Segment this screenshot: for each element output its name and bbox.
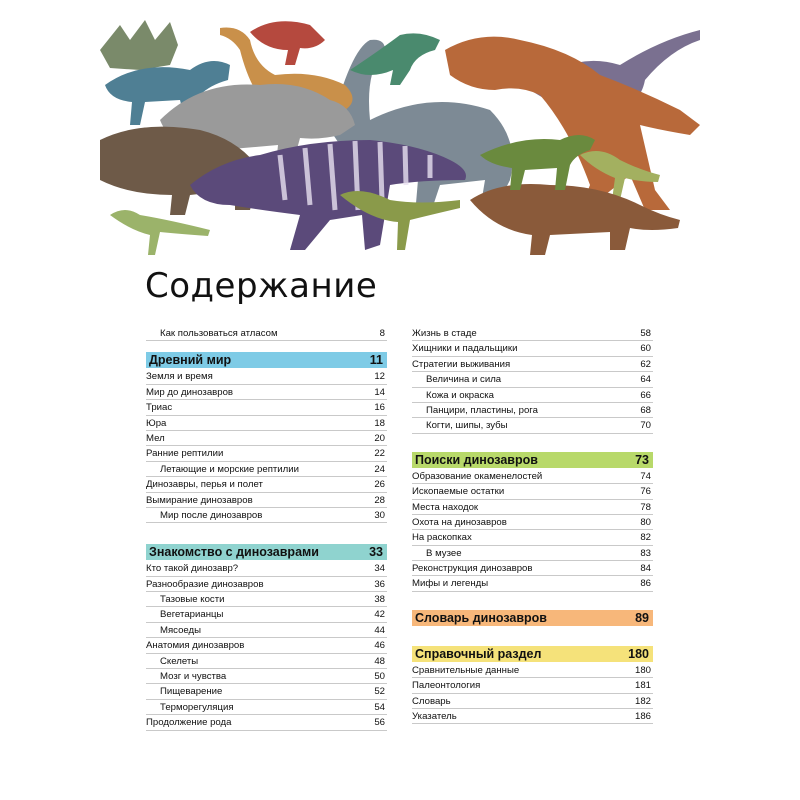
toc-row[interactable] <box>412 388 653 403</box>
toc-row-label: В музее <box>426 547 462 559</box>
toc-row[interactable] <box>412 418 653 433</box>
toc-row[interactable] <box>412 561 653 576</box>
toc-row[interactable] <box>412 530 653 545</box>
toc-row[interactable] <box>412 484 653 499</box>
toc-row[interactable] <box>146 638 387 653</box>
section-title: Древний мир <box>149 353 232 368</box>
toc-row[interactable] <box>146 477 387 492</box>
toc-row-label: Кожа и окраска <box>426 389 495 401</box>
dinosaurs-illustration <box>100 10 700 272</box>
toc-row[interactable] <box>146 446 387 461</box>
toc-row-label: Ранние рептилии <box>146 448 224 460</box>
toc-row[interactable] <box>146 416 387 431</box>
toc-row-label: Сравнительные данные <box>412 664 520 676</box>
stegosaur <box>100 20 178 70</box>
toc-row-label: Летающие и морские рептилии <box>160 463 299 475</box>
toc-row-page: 74 <box>640 470 651 482</box>
section-title: Поиски динозавров <box>415 452 538 467</box>
section-page: 180 <box>628 646 649 661</box>
toc-row[interactable] <box>412 500 653 515</box>
section-title: Справочный раздел <box>415 646 542 661</box>
toc-row-page: 182 <box>634 695 651 707</box>
toc-row[interactable] <box>146 400 387 415</box>
toc-row[interactable] <box>146 385 387 400</box>
toc-row-label: Словарь <box>412 695 451 707</box>
toc-row-label: Мозг и чувства <box>160 671 227 683</box>
toc-row-page: 36 <box>374 578 385 590</box>
toc-row-label: Пищеварение <box>160 686 223 698</box>
toc-row[interactable] <box>412 576 653 591</box>
toc-row[interactable] <box>146 654 387 669</box>
toc-row-page: 83 <box>640 547 651 559</box>
toc-row-page: 86 <box>640 578 651 590</box>
toc-row-page: 56 <box>374 717 385 729</box>
toc-row-page: 16 <box>374 402 385 414</box>
toc-row[interactable] <box>146 607 387 622</box>
toc-row-page: 50 <box>374 671 385 683</box>
toc-row[interactable] <box>146 462 387 477</box>
toc-row[interactable] <box>412 678 653 693</box>
toc-row-label: Анатомия динозавров <box>146 640 245 652</box>
toc-row[interactable] <box>146 561 387 576</box>
toc-row-label: Стратегии выживания <box>412 358 511 370</box>
toc-row-page: 24 <box>374 463 385 475</box>
toc-row-label: Мел <box>146 432 165 444</box>
section-header-dinosaur-search[interactable] <box>412 452 653 468</box>
toc-row[interactable] <box>412 694 653 709</box>
section-list-dinosaur-search <box>412 469 653 592</box>
toc-row-label: Тазовые кости <box>160 594 225 606</box>
toc-row-page: 22 <box>374 448 385 460</box>
toc-row-page: 181 <box>634 680 651 692</box>
small-dinosaur-green <box>110 210 210 255</box>
section-title: Знакомство с динозаврами <box>149 545 319 560</box>
toc-row-label: Места находок <box>412 501 479 513</box>
toc-row-page: 70 <box>640 420 651 432</box>
toc-row-page: 26 <box>374 479 385 491</box>
toc-row-label: Мир после динозавров <box>160 509 263 521</box>
toc-row[interactable] <box>412 663 653 678</box>
toc-row-label: Хищники и падальщики <box>412 343 518 355</box>
toc-row-page: 76 <box>640 486 651 498</box>
toc-row-page: 48 <box>374 655 385 667</box>
toc-row[interactable] <box>146 577 387 592</box>
section-header-reference[interactable] <box>412 646 653 662</box>
toc-row[interactable] <box>412 469 653 484</box>
section-page: 11 <box>369 353 383 368</box>
toc-row-label: Разнообразие динозавров <box>146 578 264 590</box>
toc-row-label: Динозавры, перья и полет <box>146 479 263 491</box>
toc-row[interactable] <box>146 700 387 715</box>
toc-row-page: 12 <box>374 371 385 383</box>
toc-row-label: Мясоеды <box>160 624 202 636</box>
toc-row-page: 68 <box>640 404 651 416</box>
toc-row-label: Терморегуляция <box>160 701 234 713</box>
toc-row-label: Как пользоваться атласом <box>160 328 278 339</box>
toc-row-page: 66 <box>640 389 651 401</box>
section-list-ancient-world <box>146 369 387 523</box>
toc-row[interactable] <box>412 403 653 418</box>
toc-row[interactable] <box>146 326 387 341</box>
section-page: 33 <box>369 545 383 560</box>
toc-row-page: 84 <box>640 563 651 575</box>
toc-row[interactable] <box>146 493 387 508</box>
toc-row-page: 78 <box>640 501 651 513</box>
toc-row-page: 82 <box>640 532 651 544</box>
toc-row-label: Триас <box>146 402 173 414</box>
toc-row-label: Указатель <box>412 711 457 723</box>
toc-row[interactable] <box>146 592 387 607</box>
section-header-dinosaur-dictionary[interactable] <box>412 610 653 626</box>
toc-row-label: Вымирание динозавров <box>146 494 253 506</box>
section-page: 89 <box>635 610 649 625</box>
toc-row[interactable] <box>412 709 653 724</box>
toc-row-label: Реконструкция динозавров <box>412 563 533 575</box>
section-page: 73 <box>635 452 649 467</box>
toc-row-label: Образование окаменелостей <box>412 470 543 482</box>
toc-row[interactable] <box>146 431 387 446</box>
toc-row-label: Продолжение рода <box>146 717 232 729</box>
toc-row-page: 52 <box>374 686 385 698</box>
section-header-ancient-world[interactable] <box>146 352 387 368</box>
toc-row-page: 8 <box>379 328 385 339</box>
toc-row-page: 64 <box>640 374 651 386</box>
toc-row[interactable] <box>146 369 387 384</box>
toc-row-label: Панцири, пластины, рога <box>426 404 538 416</box>
toc-row-label: Величина и сила <box>426 374 502 386</box>
small-dinosaur-yellow <box>340 191 460 250</box>
toc-row-page: 30 <box>374 509 385 521</box>
toc-row-label: Кто такой динозавр? <box>146 563 239 575</box>
toc-row-label: На раскопках <box>412 532 472 544</box>
toc-row-label: Ископаемые остатки <box>412 486 505 498</box>
toc-row[interactable] <box>412 357 653 372</box>
toc-row-page: 28 <box>374 494 385 506</box>
toc-row-page: 80 <box>640 516 651 528</box>
section-list-continued <box>412 326 653 434</box>
toc-row[interactable] <box>412 515 653 530</box>
section-title: Словарь динозавров <box>415 610 547 625</box>
theropod-red <box>250 21 325 65</box>
toc-row-label: Земля и время <box>146 371 213 383</box>
toc-row-page: 34 <box>374 563 385 575</box>
toc-row-page: 42 <box>374 609 385 621</box>
section-header-meet-dinosaurs[interactable] <box>146 544 387 560</box>
section-list-meet-dinosaurs <box>146 561 387 730</box>
toc-row-page: 38 <box>374 594 385 606</box>
toc-row[interactable] <box>412 546 653 561</box>
toc-row[interactable] <box>146 715 387 730</box>
toc-row-page: 60 <box>640 343 651 355</box>
toc-row-page: 58 <box>640 328 651 339</box>
toc-row[interactable] <box>412 341 653 356</box>
toc-row-page: 62 <box>640 358 651 370</box>
toc-row-label: Скелеты <box>160 655 199 667</box>
toc-row-label: Мифы и легенды <box>412 578 489 590</box>
section-list-reference <box>412 663 653 725</box>
toc-row-label: Жизнь в стаде <box>412 328 477 339</box>
toc-row-label: Юра <box>146 417 167 429</box>
toc-row-label: Мир до динозавров <box>146 386 234 398</box>
page-title: Содержание <box>145 266 378 306</box>
toc-row-page: 54 <box>374 701 385 713</box>
toc-row-label: Когти, шипы, зубы <box>426 420 508 432</box>
toc-row[interactable] <box>146 623 387 638</box>
toc-row-page: 18 <box>374 417 385 429</box>
toc-row-page: 186 <box>634 711 651 723</box>
toc-row-page: 46 <box>374 640 385 652</box>
toc-right-column <box>412 326 653 724</box>
toc-row[interactable] <box>146 508 387 523</box>
toc-row-label: Вегетарианцы <box>160 609 224 621</box>
toc-row[interactable] <box>412 326 653 341</box>
toc-row[interactable] <box>146 669 387 684</box>
toc-row-page: 14 <box>374 386 385 398</box>
toc-row-label: Палеонтология <box>412 680 481 692</box>
toc-left-column <box>146 326 387 731</box>
toc-row[interactable] <box>412 372 653 387</box>
toc-row-label: Охота на динозавров <box>412 516 507 528</box>
toc-row-page: 20 <box>374 432 385 444</box>
toc-row[interactable] <box>146 684 387 699</box>
toc-row-page: 44 <box>374 624 385 636</box>
toc-row-page: 180 <box>634 664 651 676</box>
